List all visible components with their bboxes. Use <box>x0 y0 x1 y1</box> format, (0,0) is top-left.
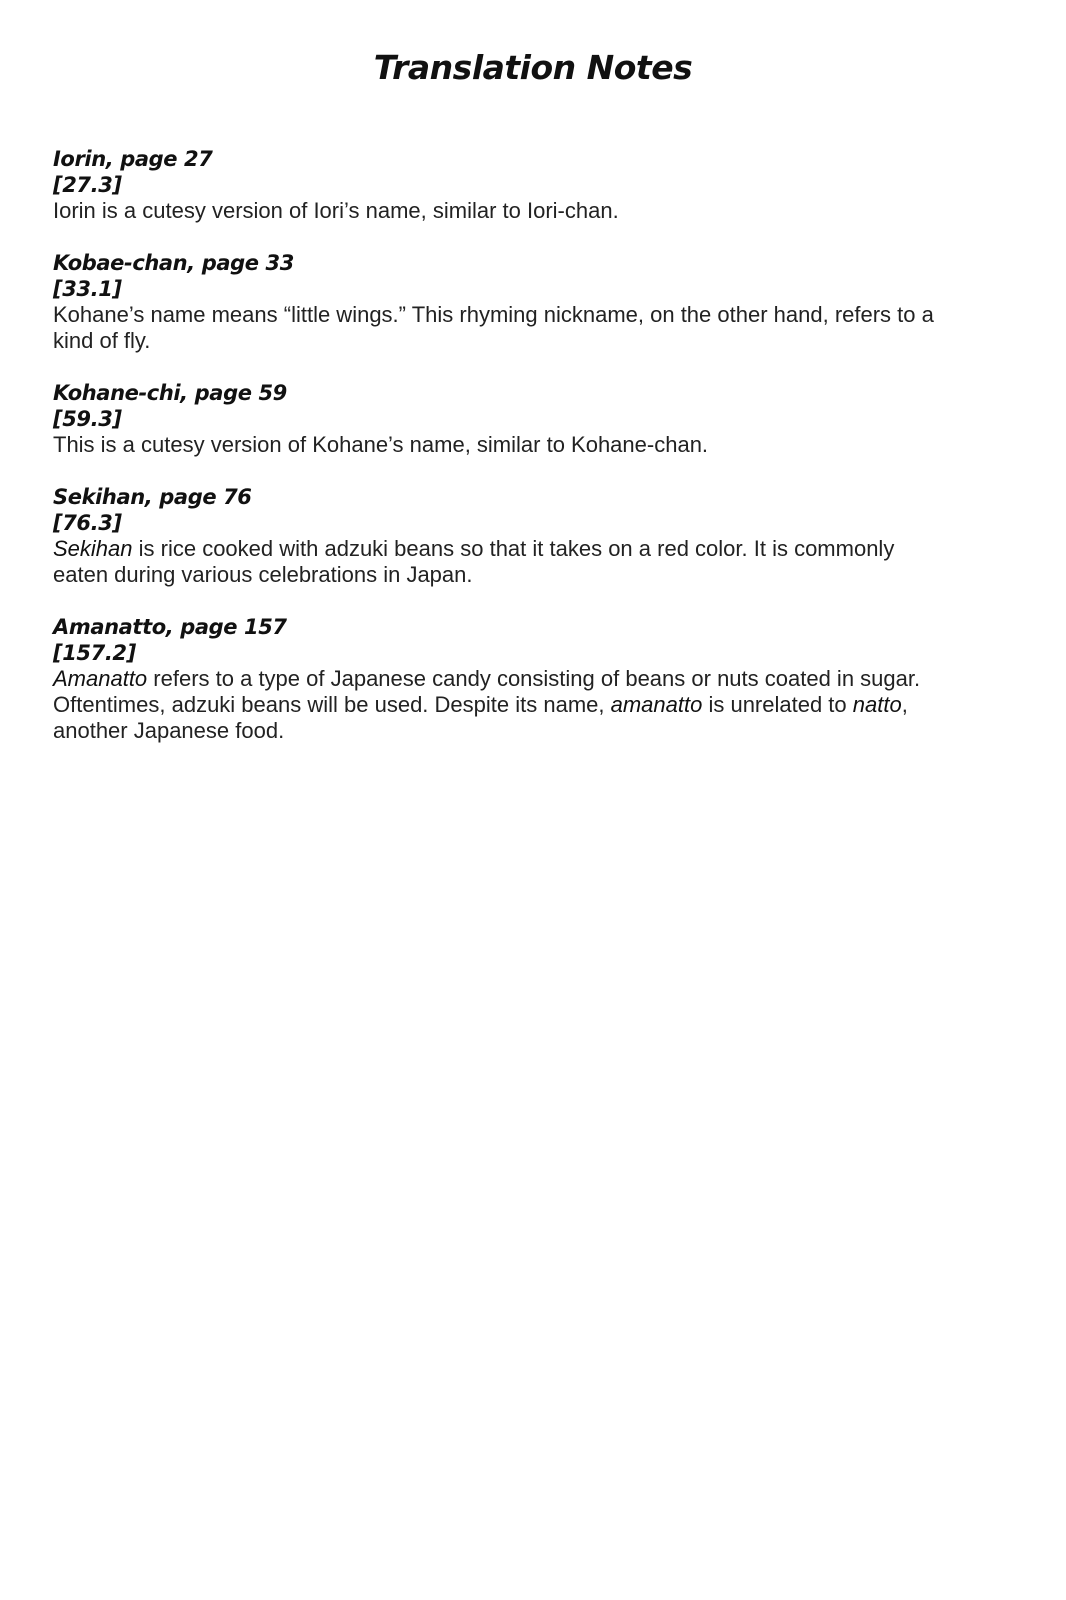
note-text: is unrelated to <box>702 692 853 717</box>
note-amanatto <box>53 614 953 744</box>
note-text: Kohane’s name means “little wings.” This rhyming nickname, on the other hand, refers to a kind of fly. <box>53 302 934 353</box>
note-body <box>53 432 953 458</box>
note-reference: [76.3] <box>53 511 122 535</box>
note-text: This is a cutesy version of Kohane’s name, similar to Kohane-chan. <box>53 432 709 457</box>
note-reference: [59.3] <box>53 407 122 431</box>
note-heading: Kohane-chi, page 59 <box>53 381 287 405</box>
note-kobae-chan <box>53 250 953 354</box>
note-kohane-chi <box>53 380 953 458</box>
note-body <box>53 536 953 588</box>
note-reference: [27.3] <box>53 173 122 197</box>
note-term-italic: Sekihan <box>53 536 133 561</box>
note-reference: [33.1] <box>53 277 122 301</box>
note-term-italic: natto <box>852 692 902 717</box>
note-text: , another Japanese food. <box>53 692 908 743</box>
note-sekihan <box>53 484 953 588</box>
note-heading: Kobae-chan, page 33 <box>53 251 294 275</box>
note-text: is rice cooked with adzuki beans so that it takes on a red color. It is commonly eaten during various celebrations in Japan. <box>53 536 895 587</box>
note-iorin <box>53 146 953 224</box>
note-reference: [157.2] <box>53 641 136 665</box>
notes-list <box>53 146 953 770</box>
note-text: Iorin is a cutesy version of Iori’s name, similar to Iori-chan. <box>53 198 619 223</box>
note-heading: Iorin, page 27 <box>53 147 213 171</box>
note-heading: Amanatto, page 157 <box>53 615 287 639</box>
note-term-italic: Amanatto <box>53 666 148 691</box>
note-heading: Sekihan, page 76 <box>53 485 252 509</box>
note-text: refers to a type of Japanese candy consisting of beans or nuts coated in sugar. Oftentimes, adzuki beans will be used. Despite its name, <box>53 666 921 717</box>
note-body <box>53 666 953 744</box>
note-body <box>53 198 953 224</box>
note-body <box>53 302 953 354</box>
note-term-italic: amanatto <box>610 692 703 717</box>
page-title: Translation Notes <box>373 48 693 87</box>
